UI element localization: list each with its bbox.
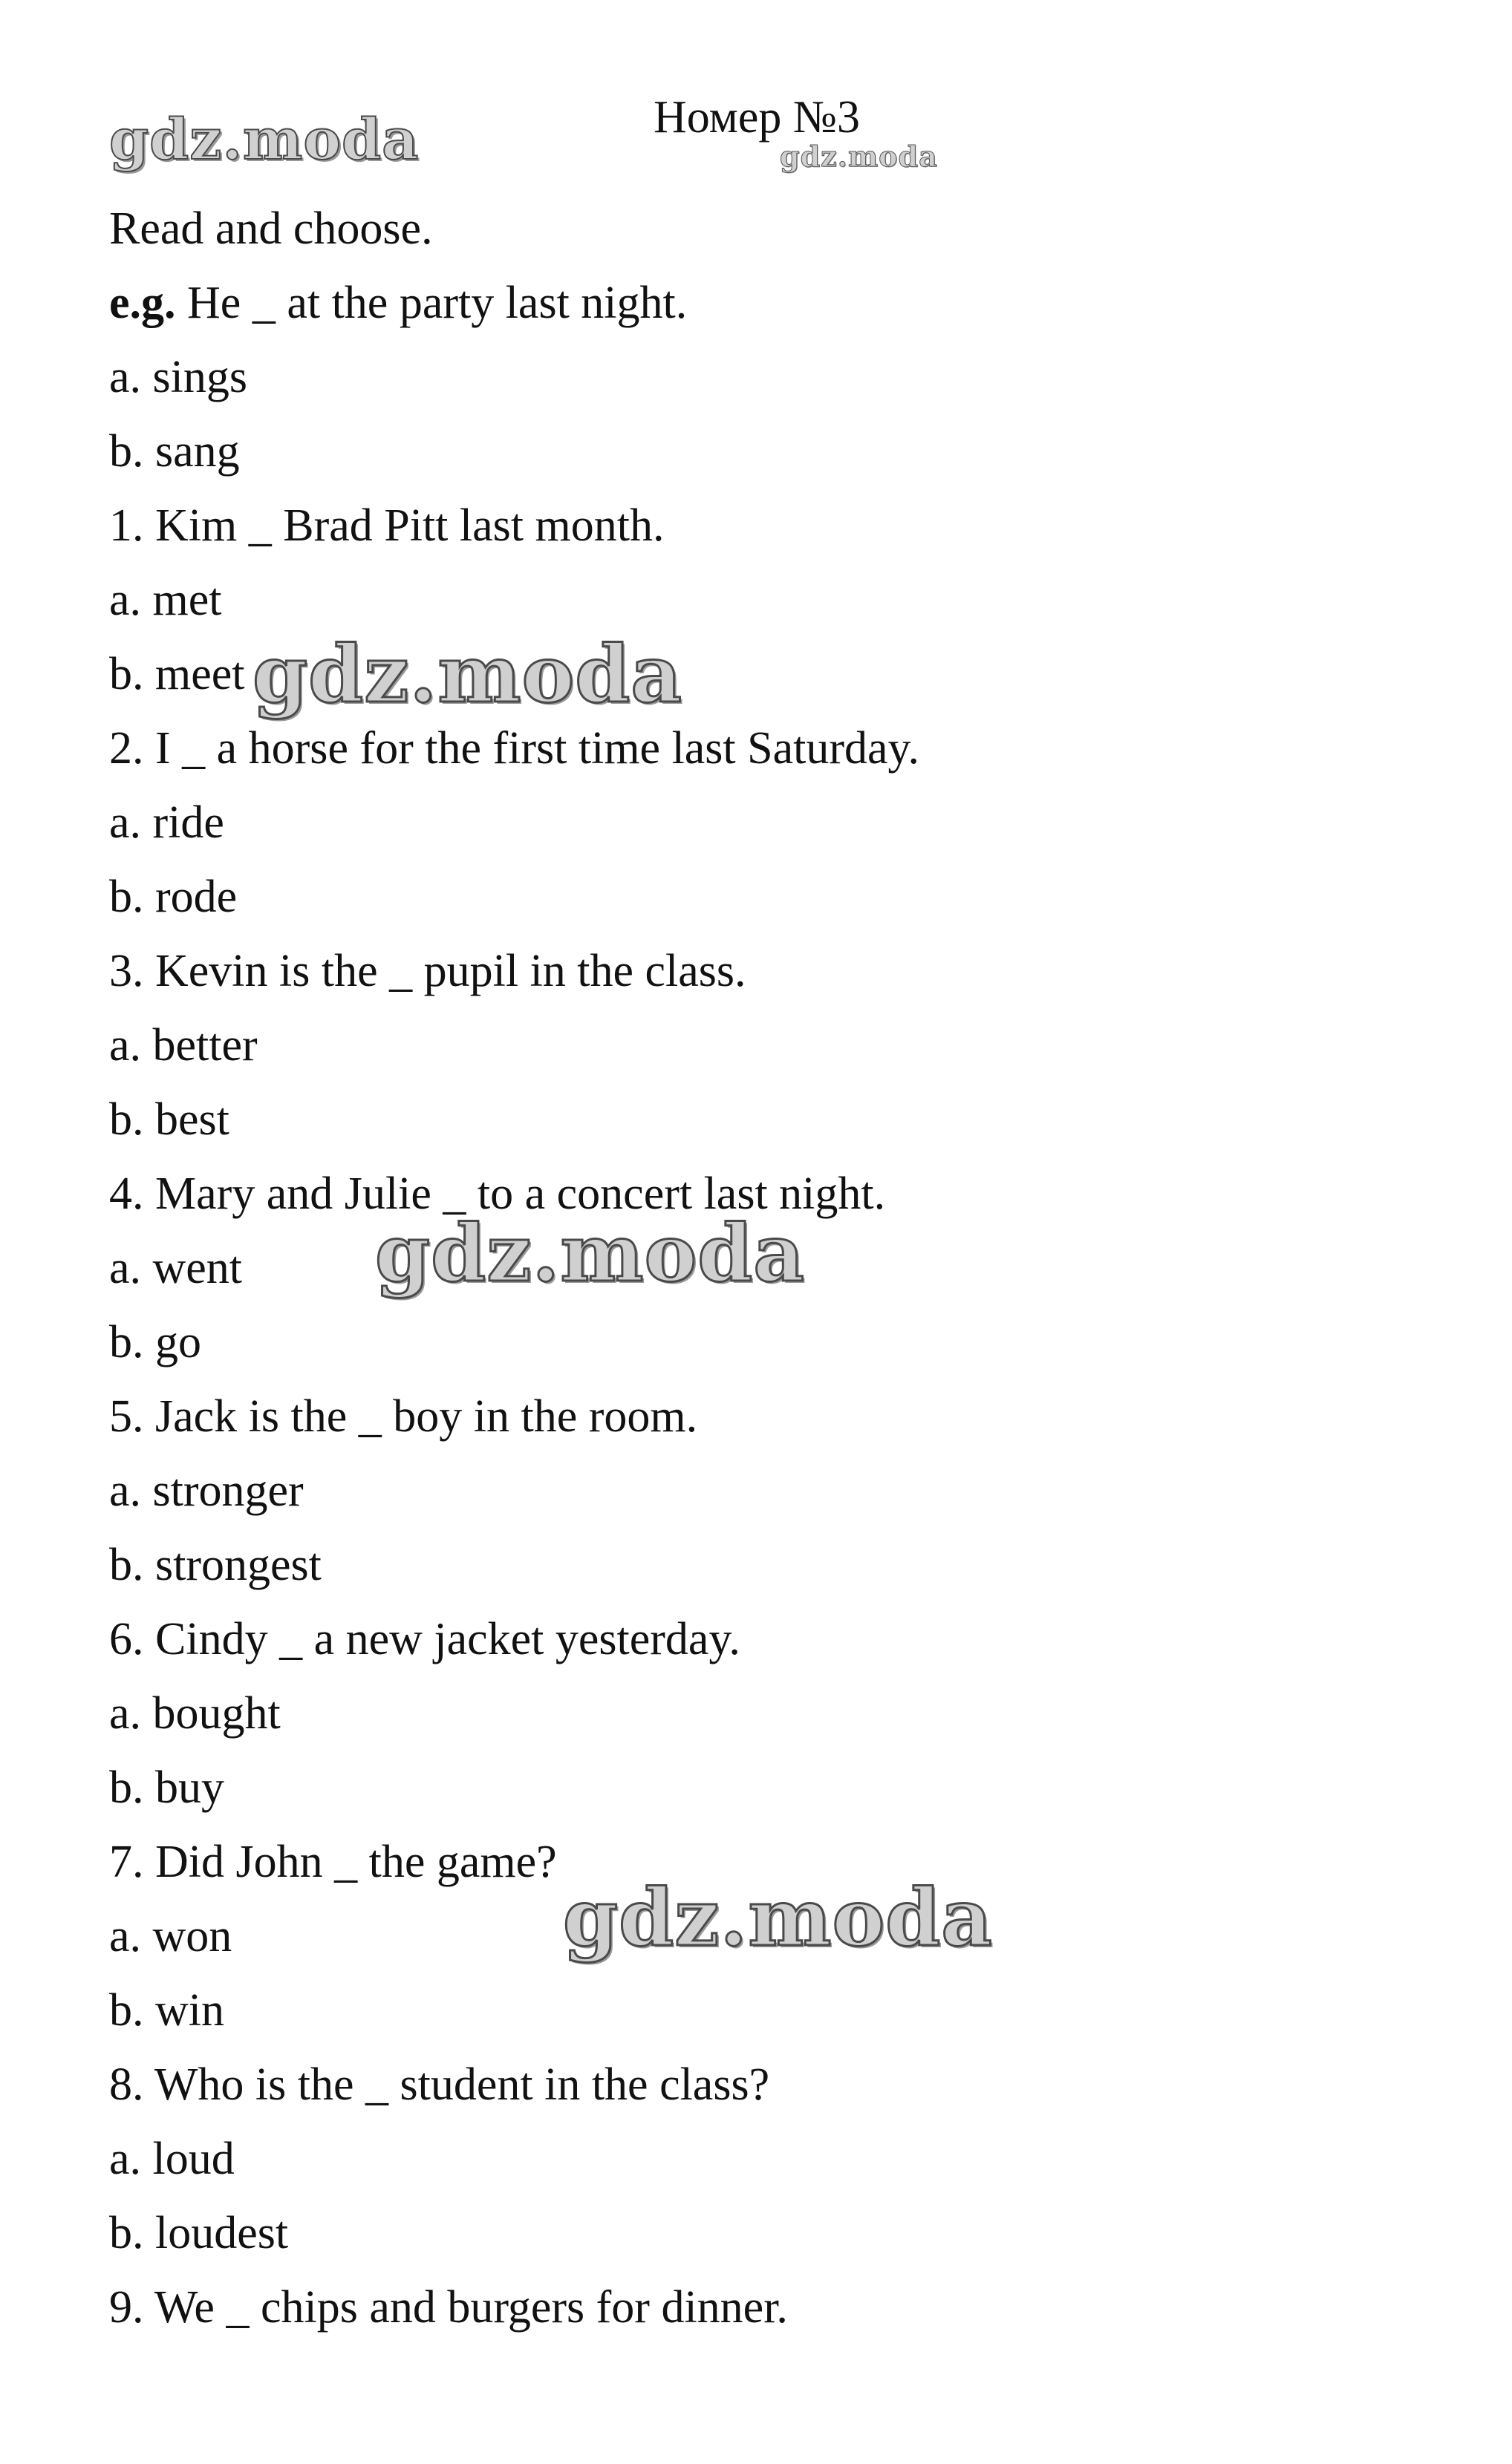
example-option-b: b. sang [109, 426, 240, 477]
question-7: 7. Did John _ the game? [109, 1837, 557, 1887]
example-option-a: a. sings [109, 352, 247, 402]
instruction-text: Read and choose. [109, 203, 433, 254]
watermark-logo-3: gdz.moda [563, 1871, 993, 1964]
question-8: 8. Who is the _ student in the class? [109, 2059, 770, 2110]
option-6a: a. bought [109, 1688, 281, 1739]
watermark-logo-2: gdz.moda [375, 1206, 805, 1299]
question-2: 2. I _ a horse for the first time last Saturday. [109, 723, 920, 774]
option-7b: b. win [109, 1985, 224, 2036]
option-4b: b. go [109, 1317, 201, 1367]
watermark-logo-1: gdz.moda [252, 627, 682, 720]
question-6: 6. Cindy _ a new jacket yesterday. [109, 1614, 740, 1664]
option-5b: b. strongest [109, 1540, 322, 1590]
option-7a: a. won [109, 1911, 232, 1961]
option-2b: b. rode [109, 872, 238, 922]
question-4: 4. Mary and Julie _ to a concert last night. [109, 1169, 886, 1219]
question-5: 5. Jack is the _ boy in the room. [109, 1391, 698, 1442]
option-4a: a. went [109, 1243, 243, 1293]
option-2a: a. ride [109, 797, 224, 848]
example-sentence [109, 273, 687, 333]
example-sentence-text: He _ at the party last night. [187, 278, 688, 328]
option-6b: b. buy [109, 1762, 224, 1813]
question-9: 9. We _ chips and burgers for dinner. [109, 2282, 788, 2333]
watermark-logo-top-left: gdz.moda [109, 106, 420, 172]
question-1: 1. Kim _ Brad Pitt last month. [109, 500, 665, 551]
option-3b: b. best [109, 1094, 229, 1145]
option-3a: a. better [109, 1020, 258, 1071]
option-1a: a. met [109, 575, 222, 625]
option-8b: b. loudest [109, 2208, 289, 2258]
option-5a: a. stronger [109, 1465, 304, 1516]
page-title: Номер №3 [654, 92, 861, 143]
option-8a: a. loud [109, 2134, 235, 2184]
watermark-logo-small: gdz.moda [780, 140, 938, 173]
example-label: e.g. [109, 278, 176, 328]
question-3: 3. Kevin is the _ pupil in the class. [109, 946, 746, 996]
option-1b: b. meet [109, 649, 245, 699]
